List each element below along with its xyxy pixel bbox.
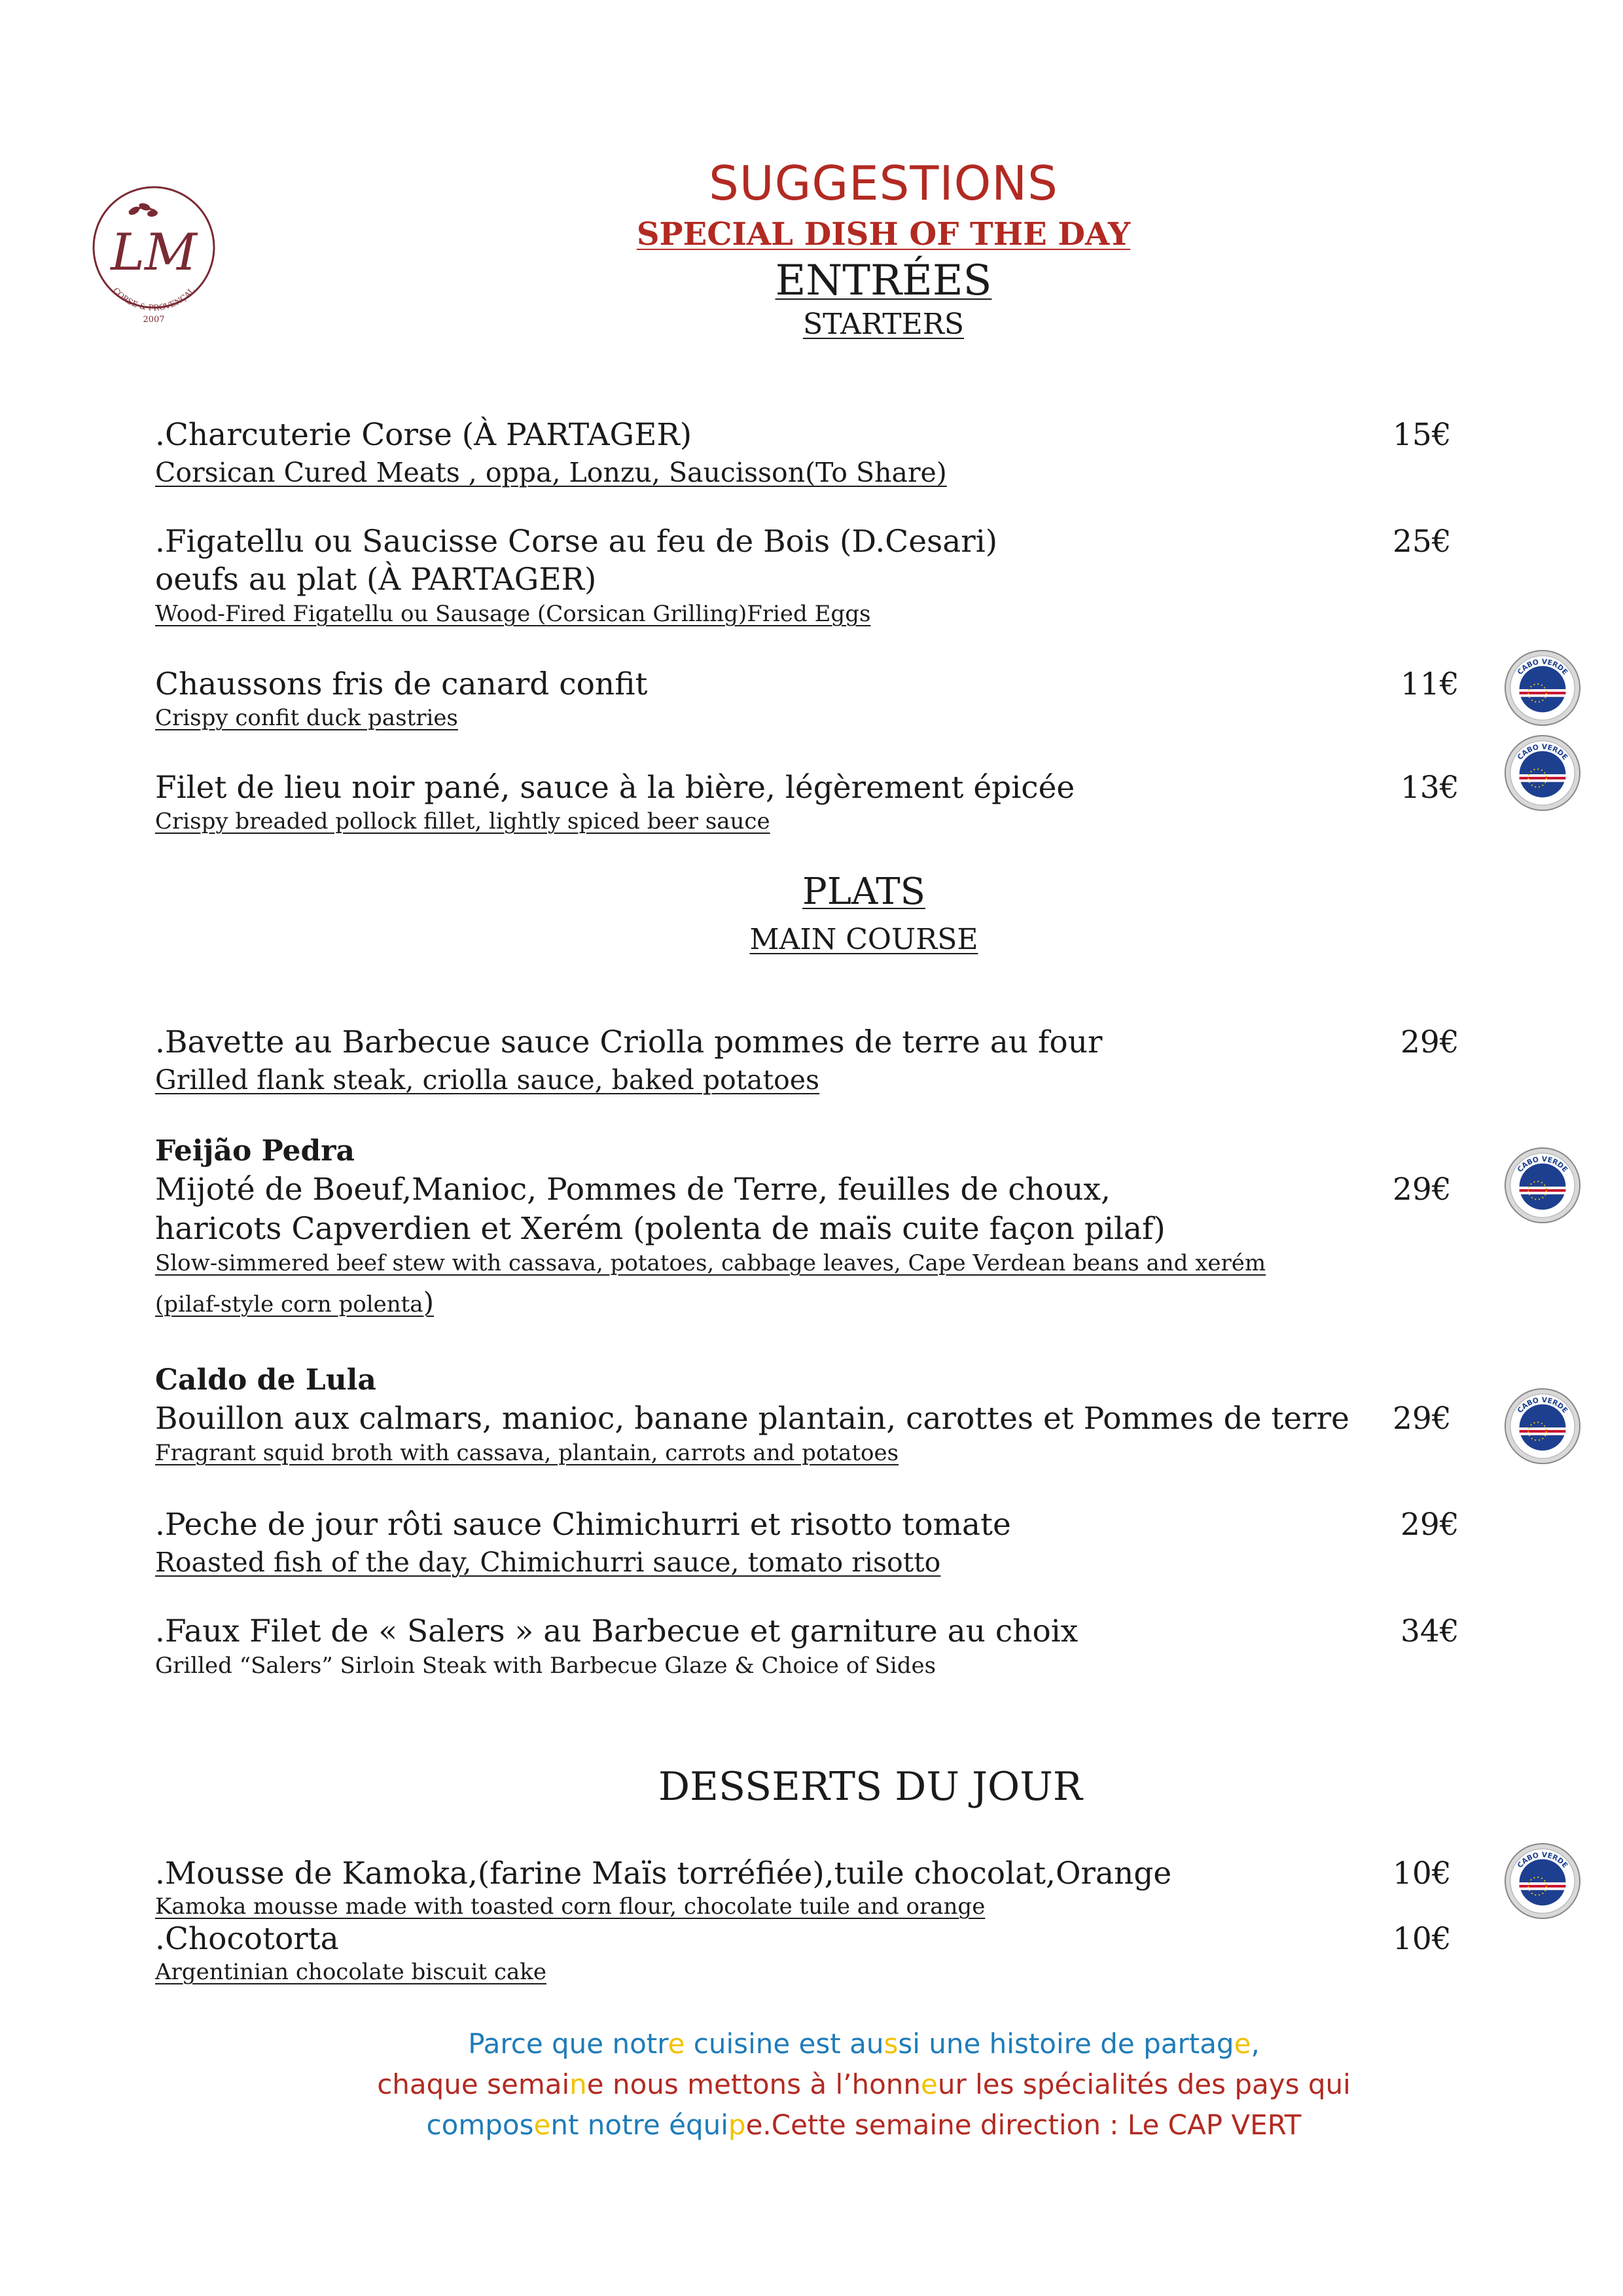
- menu-item-name: Chaussons fris de canard confit: [155, 666, 648, 702]
- title-plats: PLATS: [802, 870, 925, 913]
- menu-item-translation: Crispy breaded pollock fillet, lightly spiced beer sauce: [155, 808, 770, 834]
- menu-item-title: Feijão Pedra: [155, 1134, 355, 1168]
- menu-item-price: 25€: [1393, 524, 1452, 560]
- menu-item-price: 15€: [1393, 417, 1452, 453]
- menu-item-translation: Kamoka mousse made with toasted corn flour, chocolate tuile and orange: [155, 1893, 986, 1920]
- footer-line-2: chaque semaine nous mettons à l’honneur les spécialités des pays qui: [377, 2068, 1351, 2100]
- restaurant-logo: [88, 185, 219, 327]
- menu-item-translation: Argentinian chocolate biscuit cake: [155, 1959, 546, 1985]
- title-starters: STARTERS: [803, 308, 964, 341]
- menu-item-name: .Mousse de Kamoka,(farine Maïs torréfiée),tuile chocolat,Orange: [155, 1856, 1172, 1892]
- menu-item-translation: Wood-Fired Figatellu ou Sausage (Corsican Grilling)Fried Eggs: [155, 601, 871, 627]
- menu-item-name: .Bavette au Barbecue sauce Criolla pommes de terre au four: [155, 1024, 1103, 1060]
- title-special-dish: SPECIAL DISH OF THE DAY: [636, 216, 1131, 253]
- menu-item-translation: Slow-simmered beef stew with cassava, potatoes, cabbage leaves, Cape Verdean beans and xerém: [155, 1250, 1266, 1276]
- menu-item-translation: Grilled flank steak, criolla sauce, baked potatoes: [155, 1064, 820, 1096]
- svg-text:CABO VERDE: CABO VERDE: [1515, 1850, 1570, 1870]
- menu-item-name: Filet de lieu noir pané, sauce à la bière, légèrement épicée: [155, 770, 1075, 806]
- footer-message: [223, 2024, 1505, 2145]
- menu-item-title: Caldo de Lula: [155, 1363, 376, 1397]
- menu-item-translation: Grilled “Salers” Sirloin Steak with Barbecue Glaze & Choice of Sides: [155, 1653, 936, 1679]
- cabo-verde-badge: [1504, 1388, 1581, 1465]
- cabo-verde-badge: [1504, 1842, 1581, 1920]
- logo-year: 2007: [143, 315, 165, 325]
- svg-text:CABO VERDE: CABO VERDE: [1515, 742, 1570, 762]
- menu-item-price: 10€: [1393, 1921, 1452, 1957]
- title-entrees: ENTRÉES: [775, 257, 992, 305]
- menu-item-price: 29€: [1400, 1024, 1459, 1060]
- cabo-verde-badge: [1504, 734, 1581, 812]
- menu-item-name: Mijoté de Boeuf,Manioc, Pommes de Terre, feuilles de choux,: [155, 1172, 1111, 1208]
- footer-line-3: composent notre équipe.Cette semaine direction : Le CAP VERT: [426, 2109, 1302, 2141]
- logo-arc-text: CORSE & PROVENÇAL: [111, 285, 197, 313]
- cabo-verde-badge: [1504, 1147, 1581, 1224]
- menu-item-name: .Faux Filet de « Salers » au Barbecue et garniture au choix: [155, 1613, 1079, 1649]
- menu-item-price: 13€: [1400, 770, 1459, 806]
- title-main-course: MAIN COURSE: [749, 923, 978, 956]
- menu-item-translation: Roasted fish of the day, Chimichurri sauce, tomato risotto: [155, 1547, 941, 1578]
- title-desserts: DESSERTS DU JOUR: [658, 1764, 1082, 1810]
- footer-line-1: Parce que notre cuisine est aussi une histoire de partage,: [468, 2028, 1260, 2060]
- menu-item-translation: Fragrant squid broth with cassava, plantain, carrots and potatoes: [155, 1440, 899, 1466]
- menu-item-name: Bouillon aux calmars, manioc, banane plantain, carottes et Pommes de terre: [155, 1401, 1349, 1437]
- menu-item-price: 29€: [1400, 1507, 1459, 1543]
- menu-item-price: 34€: [1400, 1613, 1459, 1649]
- menu-item-price: 29€: [1393, 1401, 1452, 1437]
- menu-item-name: .Charcuterie Corse (À PARTAGER): [155, 417, 692, 453]
- menu-item-price: 10€: [1393, 1856, 1452, 1892]
- menu-item-name: .Figatellu ou Saucisse Corse au feu de Bois (D.Cesari): [155, 524, 998, 560]
- cabo-verde-badge: [1504, 649, 1581, 726]
- menu-item-translation-line2: (pilaf-style corn polenta): [155, 1286, 434, 1318]
- menu-item-price: 11€: [1400, 666, 1459, 702]
- svg-text:CABO VERDE: CABO VERDE: [1515, 1395, 1570, 1415]
- menu-item-name: .Peche de jour rôti sauce Chimichurri et risotto tomate: [155, 1507, 1011, 1543]
- menu-item-translation: Corsican Cured Meats , oppa, Lonzu, Saucisson(To Share): [155, 457, 947, 488]
- menu-item-name-line2: oeufs au plat (À PARTAGER): [155, 562, 597, 598]
- title-suggestions: SUGGESTIONS: [709, 156, 1058, 211]
- menu-item-name-line2: haricots Capverdien et Xerém (polenta de maïs cuite façon pilaf): [155, 1211, 1166, 1247]
- menu-item-translation: Crispy confit duck pastries: [155, 705, 458, 731]
- svg-text:CORSE & PROVENÇAL: [111, 286, 196, 313]
- logo-monogram: LM: [111, 223, 197, 282]
- svg-text:CABO VERDE: CABO VERDE: [1515, 1155, 1570, 1174]
- menu-item-price: 29€: [1393, 1172, 1452, 1208]
- menu-item-name: .Chocotorta: [155, 1921, 339, 1957]
- svg-text:CABO VERDE: CABO VERDE: [1515, 657, 1570, 677]
